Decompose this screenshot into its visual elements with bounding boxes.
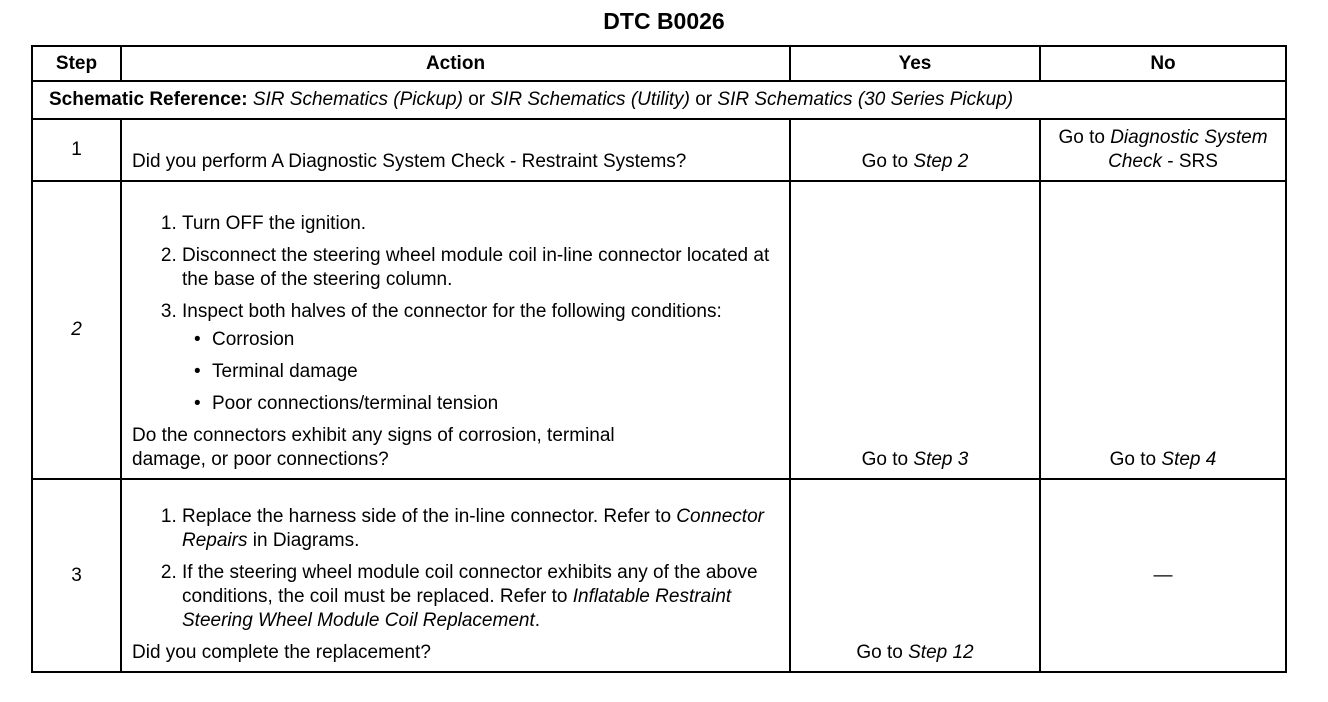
list-item-text: Replace the harness side of the in-line connector. Refer to: [182, 506, 677, 527]
no-prefix: Go to: [1109, 449, 1162, 470]
schematic-or: or: [689, 89, 718, 110]
schematic-or: or: [462, 89, 491, 110]
list-item: • Corrosion: [212, 328, 781, 352]
action-cell: [121, 181, 790, 479]
step-number: 1: [32, 119, 121, 181]
coil-replacement-link[interactable]: Inflatable Restraint Steering Wheel Module Coil Replacement: [182, 586, 732, 631]
yes-prefix: Go to: [861, 449, 914, 470]
page-title: DTC B0026: [603, 8, 725, 34]
yes-prefix: Go to: [856, 642, 909, 663]
action-list: [132, 212, 781, 416]
schematic-ref-30-series[interactable]: SIR Schematics (30 Series Pickup): [717, 89, 1014, 110]
no-cell: [1040, 119, 1286, 181]
list-item: 1. Turn OFF the ignition.: [182, 212, 781, 236]
list-item-suffix: in Diagrams.: [247, 530, 360, 551]
list-item-text: If the steering wheel module coil connector exhibits any of the above conditions, the coil must be replaced. Refer to: [182, 562, 758, 607]
header-row: [32, 46, 1286, 81]
list-item-suffix: .: [534, 610, 541, 631]
question-text: Did you perform A Diagnostic System Check - Restraint Systems?: [132, 151, 687, 172]
header-step: Step: [32, 46, 121, 81]
yes-cell: [790, 181, 1040, 479]
no-suffix: - SRS: [1161, 151, 1218, 172]
question-text: Do the connectors exhibit any signs of corrosion, terminal damage, or poor connections?: [132, 425, 615, 470]
action-cell: [121, 119, 790, 181]
schematic-reference: [32, 81, 1286, 119]
header-action: Action: [121, 46, 790, 81]
yes-step-link[interactable]: Step 12: [908, 642, 974, 663]
step-number: 3: [32, 479, 121, 672]
no-cell: —: [1040, 479, 1286, 672]
schematic-label: Schematic Reference:: [49, 89, 248, 110]
list-item-text: Inspect both halves of the connector for the following conditions:: [182, 301, 722, 322]
yes-cell: [790, 479, 1040, 672]
no-step-link[interactable]: Diagnostic System Check: [1108, 127, 1268, 172]
header-no: No: [1040, 46, 1286, 81]
action-cell: [121, 479, 790, 672]
list-item: [182, 300, 781, 416]
yes-prefix: Go to: [861, 151, 914, 172]
question-text: Did you complete the replacement?: [132, 642, 431, 663]
no-cell: [1040, 181, 1286, 479]
diagnostic-table: [31, 45, 1287, 673]
table-row: [32, 181, 1286, 479]
no-prefix: Go to: [1058, 127, 1111, 148]
yes-cell: [790, 119, 1040, 181]
list-item: 2. Disconnect the steering wheel module coil in-line connector located at the base of the steering column.: [182, 244, 781, 292]
step-number: [32, 181, 121, 479]
list-item: • Poor connections/terminal tension: [212, 392, 781, 416]
list-item: [182, 505, 781, 553]
action-list: [132, 505, 781, 633]
schematic-row: [32, 81, 1286, 119]
schematic-ref-pickup[interactable]: SIR Schematics (Pickup): [252, 89, 463, 110]
table-row: [32, 479, 1286, 672]
condition-list: [182, 328, 781, 416]
table-row: [32, 119, 1286, 181]
header-yes: Yes: [790, 46, 1040, 81]
step-number-text: 2: [71, 319, 82, 340]
list-item: • Terminal damage: [212, 360, 781, 384]
yes-step-link[interactable]: Step 3: [913, 449, 969, 470]
schematic-ref-utility[interactable]: SIR Schematics (Utility): [490, 89, 690, 110]
list-item: [182, 561, 781, 633]
no-step-link[interactable]: Step 4: [1161, 449, 1217, 470]
connector-repairs-link[interactable]: Connector Repairs: [182, 506, 764, 551]
yes-step-link[interactable]: Step 2: [913, 151, 969, 172]
